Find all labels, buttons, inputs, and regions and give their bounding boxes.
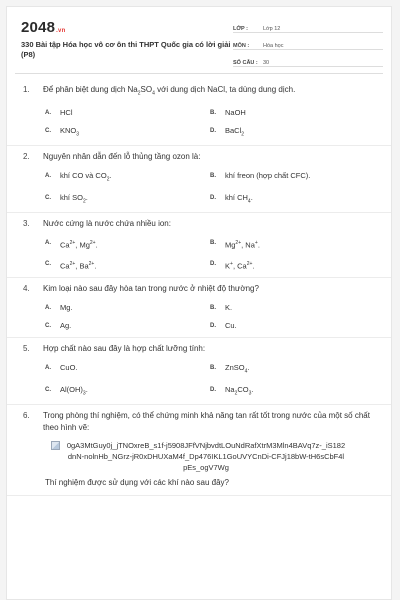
answer-option[interactable]: [45, 321, 210, 331]
option-letter: C.: [45, 386, 51, 393]
answer-option[interactable]: [210, 108, 375, 118]
answer-option[interactable]: [210, 193, 375, 207]
meta-value: 30: [263, 60, 270, 66]
option-letter: D.: [210, 260, 216, 267]
meta-label: SỐ CÂU :: [233, 60, 258, 66]
option-letter: A.: [45, 365, 51, 372]
question-number: 6.: [23, 411, 30, 421]
answer-option[interactable]: [45, 171, 210, 185]
option-letter: D.: [210, 194, 216, 201]
question-list: [7, 79, 391, 496]
answer-option[interactable]: [210, 303, 375, 313]
option-text: $KNO_3$: [60, 125, 80, 138]
answer-option[interactable]: [45, 108, 210, 118]
option-text: BaCl$_2$: [225, 125, 245, 138]
answer-option[interactable]: [45, 303, 210, 313]
question-stem: [23, 151, 375, 163]
option-text: K+, $Ca^{2+}$.: [225, 260, 255, 271]
question-text: Để phân biệt dung dịch $Na_2SO_4$ với dung dịch NaCl, ta dùng dung dịch.: [43, 85, 296, 97]
question-text: Hợp chất nào sau đây là hợp chất lưỡng tính:: [43, 344, 206, 354]
option-text: $Na_2CO_3$.: [225, 384, 254, 397]
option-text: khí $SO_2$.: [60, 192, 88, 205]
option-text: $Mg^{2+}$, Na+.: [225, 240, 260, 250]
answer-option[interactable]: [45, 126, 210, 140]
question-3: [7, 213, 391, 278]
option-letter: A.: [45, 305, 51, 312]
option-text: ZnSO$_4$.: [225, 363, 250, 375]
answer-options: [23, 303, 375, 331]
answer-option[interactable]: [210, 126, 375, 140]
question-6: [7, 405, 391, 496]
question-number: 1.: [23, 85, 30, 94]
answer-option[interactable]: [210, 321, 375, 331]
option-letter: C.: [45, 260, 51, 267]
answer-options: [23, 363, 375, 398]
option-text: K.: [225, 303, 233, 313]
broken-image-icon: [51, 441, 60, 450]
logo-suffix: .vn: [56, 28, 66, 34]
question-stem: [23, 283, 375, 295]
answer-option[interactable]: [45, 238, 210, 251]
answer-option[interactable]: [45, 259, 210, 272]
option-letter: A.: [45, 173, 51, 180]
option-text: khí CO và $CO_2$.: [60, 171, 112, 183]
answer-option[interactable]: [210, 259, 375, 272]
option-text: khí freon (hợp chất CFC).: [225, 171, 311, 181]
option-letter: C.: [45, 323, 51, 330]
document-title: 330 Bài tập Hóa học vô cơ ôn thi THPT Quốc gia có lời giải (P8): [21, 40, 231, 59]
option-text: khí $CH_4$.: [225, 192, 253, 205]
meta-row-subject: [233, 36, 383, 50]
answer-option[interactable]: [210, 171, 375, 185]
worksheet: [6, 6, 392, 600]
option-letter: D.: [210, 386, 216, 393]
option-text: CuO.: [60, 363, 78, 373]
option-text: $Al(OH)_3$.: [60, 384, 88, 397]
option-letter: D.: [210, 127, 216, 134]
meta-label: MÔN :: [233, 43, 250, 49]
option-letter: B.: [210, 305, 216, 312]
answer-options: [23, 108, 375, 140]
question-followup: Thí nghiệm được sử dụng với các khí nào sau đây?: [45, 478, 229, 488]
answer-option[interactable]: [210, 363, 375, 377]
option-letter: A.: [45, 240, 51, 247]
option-text: HCl: [60, 107, 73, 117]
meta-row-count: [233, 53, 383, 67]
question-stem: [23, 343, 375, 355]
option-text: Mg.: [60, 303, 73, 313]
option-letter: C.: [45, 194, 51, 201]
question-number: 4.: [23, 284, 30, 294]
question-figure: [23, 440, 375, 473]
answer-option[interactable]: [45, 193, 210, 207]
option-letter: B.: [210, 365, 216, 372]
question-text: Nguyên nhân dẫn đến lỗ thủng tầng ozon là:: [43, 152, 201, 162]
logo-text: 2048: [21, 19, 56, 36]
option-text: $Ca^{2+}$, $Mg^{2+}$.: [60, 240, 98, 250]
page-header: [7, 7, 391, 69]
option-letter: B.: [210, 109, 216, 116]
meta-label: LỚP :: [233, 26, 248, 32]
answer-option[interactable]: [45, 363, 210, 377]
question-number: 3.: [23, 219, 30, 229]
question-1: [7, 79, 391, 146]
meta-info: [233, 19, 383, 70]
option-letter: D.: [210, 323, 216, 330]
option-letter: B.: [210, 173, 216, 180]
site-logo[interactable]: [21, 19, 65, 36]
question-2: [7, 146, 391, 213]
option-letter: A.: [45, 109, 51, 116]
meta-row-class: [233, 19, 383, 33]
answer-option[interactable]: [45, 385, 210, 399]
question-4: [7, 278, 391, 338]
header-divider: [15, 73, 383, 74]
answer-options: [23, 171, 375, 206]
meta-value: Lớp 12: [263, 26, 281, 32]
option-letter: B.: [210, 240, 216, 247]
answer-option[interactable]: [210, 238, 375, 251]
option-text: $Ca^{2+}$, $Ba^{2+}$.: [60, 260, 97, 271]
meta-value: Hóa học: [263, 43, 284, 49]
option-letter: C.: [45, 127, 51, 134]
answer-option[interactable]: [210, 385, 375, 399]
question-text: Trong phòng thí nghiệm, có thể chứng minh khả năng tan rất tốt trong nước của một số chất theo hình vẽ:: [43, 411, 370, 433]
question-text: Kim loại nào sau đây hòa tan trong nước ở nhiệt độ thường?: [43, 284, 259, 294]
option-text: Cu.: [225, 321, 237, 331]
question-stem: [23, 218, 375, 230]
question-5: [7, 338, 391, 405]
option-text: Ag.: [60, 321, 72, 331]
question-number: 5.: [23, 344, 30, 354]
question-text: Nước cứng là nước chứa nhiều ion:: [43, 219, 171, 229]
question-stem: [23, 410, 375, 434]
option-text: NaOH: [225, 107, 246, 117]
question-number: 2.: [23, 152, 30, 162]
figure-alt-text: 0gA3MtGuy0j_jTNOxreB_s1f-j5908JFfVNjbvdtLOuNdRafXtrM3Mln4BAVq7z-_iS182dnN-nolnHb_NGrz-jR0xDHUXaM4f_Dp476IKL1GoUVYCnDi-CFJj18bW-tH6sCbF4lpEs_ogV7Wg: [66, 441, 346, 473]
question-stem: [23, 84, 375, 100]
answer-options: [23, 238, 375, 271]
